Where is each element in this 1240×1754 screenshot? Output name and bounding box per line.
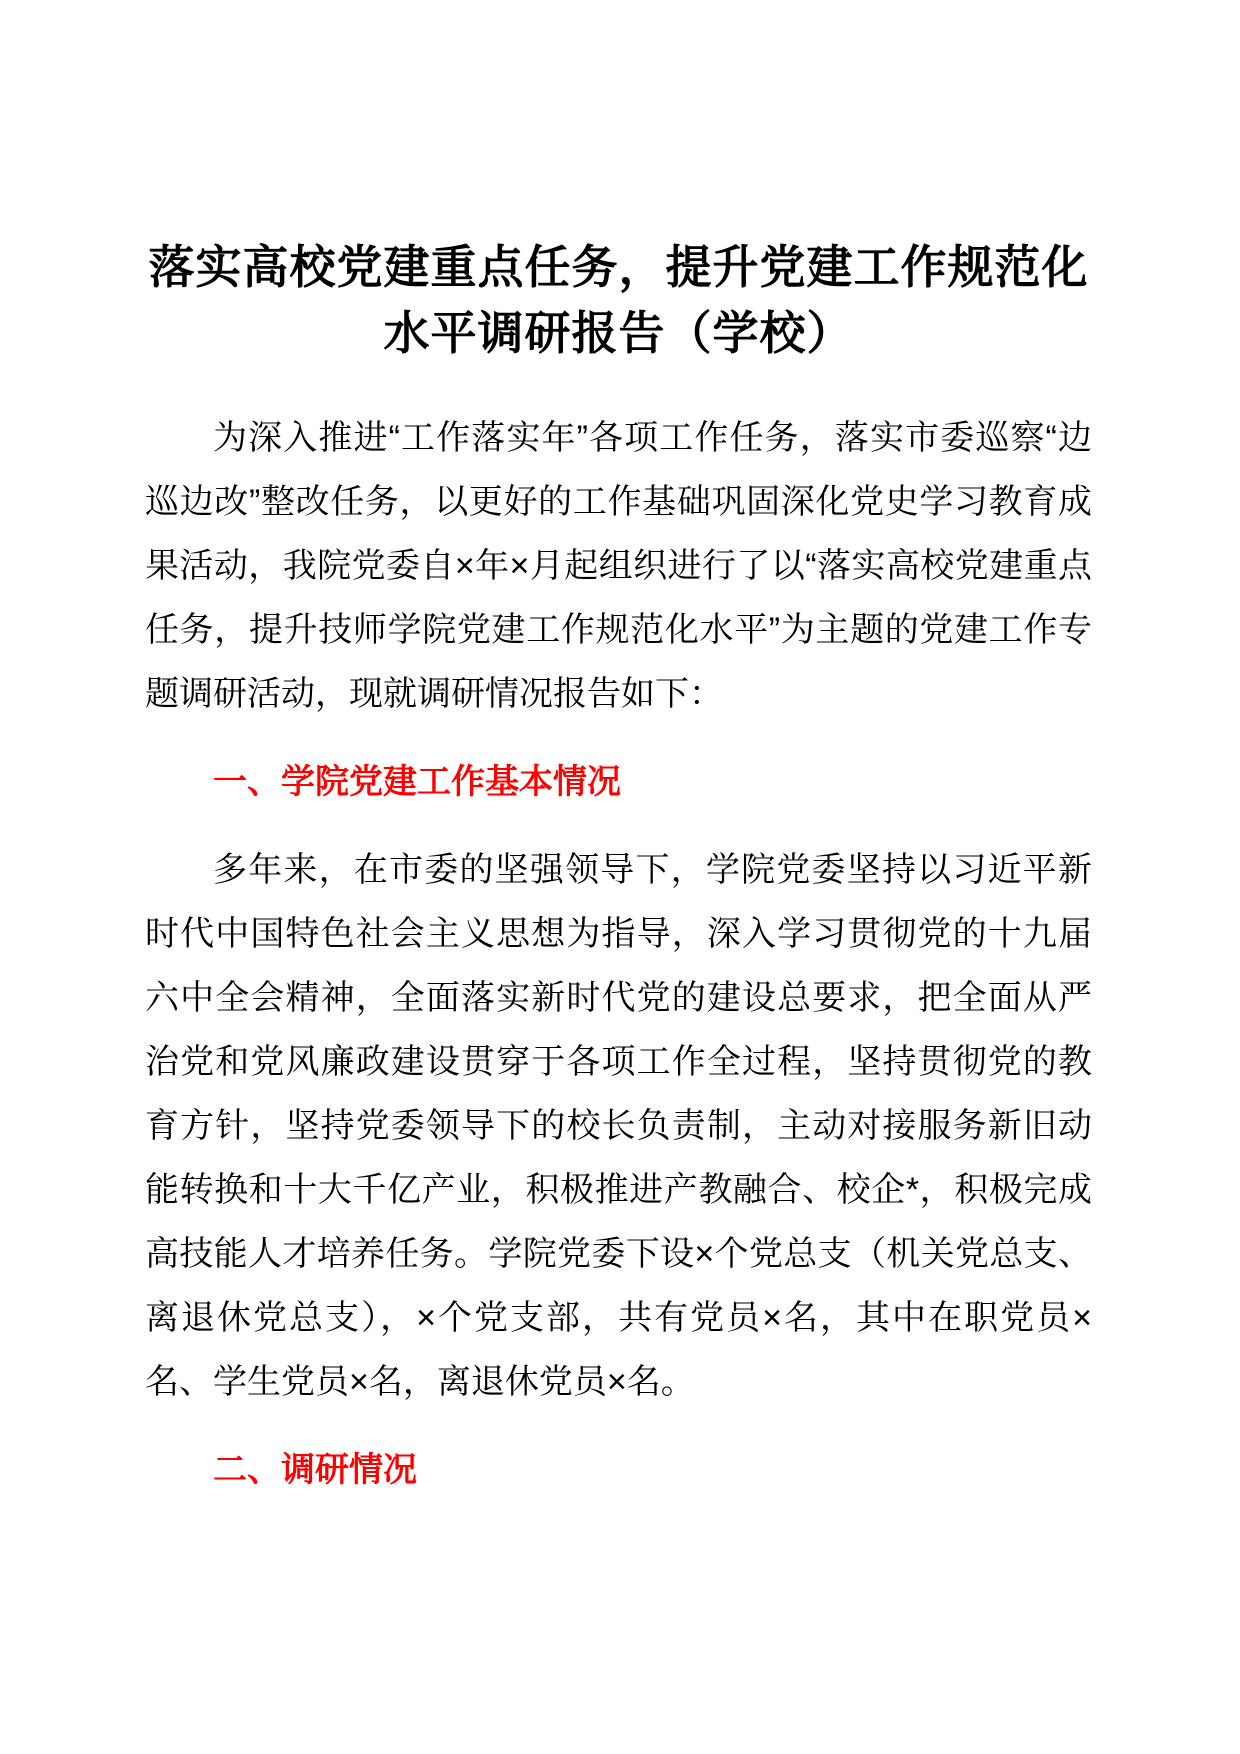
- document-title: 落实高校党建重点任务，提升党建工作规范化水平调研报告（学校）: [148, 241, 1089, 359]
- section-1-body-paragraph: 多年来，在市委的坚强领导下，学院党委坚持以习近平新时代中国特色社会主义思想为指导，深入学习贯彻党的十九届六中全会精神，全面落实新时代党的建设总要求，把全面从严治党和党风廉政建设贯穿于各项工作全过程，坚持贯彻党的教育方针，坚持党委领导下的校长负责制，主动对接服务新旧动能转换和十大千亿产业，积极推进产教融合、校企*，积极完成高技能人才培养任务。学院党委下设×个党总支（机关党总支、离退休党总支），×个党支部，共有党员×名，其中在职党员×名、学生党员×名，离退休党员×名。: [145, 851, 1092, 1401]
- section-heading-1: 一、学院党建工作基本情况: [213, 763, 621, 801]
- section-heading-2: 二、调研情况: [213, 1451, 417, 1489]
- intro-paragraph: 为深入推进“工作落实年”各项工作任务，落实市委巡察“边巡边改”整改任务，以更好的工作基础巩固深化党史学习教育成果活动，我院党委自×年×月起组织进行了以“落实高校党建重点任务，提升技师学院党建工作规范化水平”为主题的党建工作专题调研活动，现就调研情况报告如下：: [145, 419, 1092, 713]
